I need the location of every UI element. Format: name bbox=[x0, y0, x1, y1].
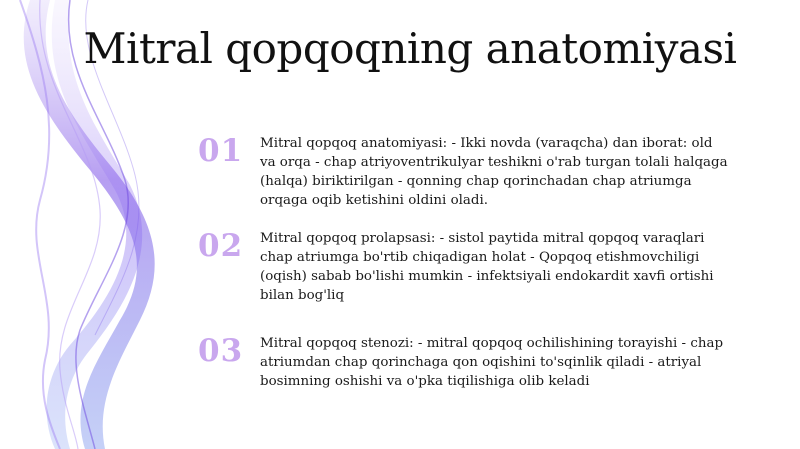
item-number: 03 bbox=[198, 333, 244, 369]
item-number: 02 bbox=[198, 228, 244, 264]
item-number: 01 bbox=[198, 133, 244, 169]
list-item bbox=[198, 134, 768, 214]
slide-title: Mitral qopqoqning anatomiyasi bbox=[83, 24, 737, 73]
item-text: Mitral qopqoq anatomiyasi: - Ikki novda (varaqcha) dan iborat: old va orqa - chap atriyoventrikulyar teshikni o'rab turgan tolali halqaga (halqa) biriktirilgan - qonning chap qorinchadan chap atriumga orqaga oqib ketishini oldini oladi. bbox=[260, 136, 728, 208]
item-text: Mitral qopqoq stenozi: - mitral qopqoq ochilishining torayishi - chap atriumdan chap qorinchaga qon oqishini to'sqinlik qiladi - atriyal bosimning oshishi va o'pka tiqilishiga olib keladi bbox=[260, 336, 724, 389]
list-item bbox=[198, 229, 768, 309]
item-text: Mitral qopqoq prolapsasi: - sistol paytida mitral qopqoq varaqlari chap atriumga bo'rtib chiqadigan holat - Qopqoq etishmovchiligi (oqish) sabab bo'lishi mumkin - infektsiyali endokardit xavfi ortishi bilan bog'liq bbox=[260, 231, 714, 303]
list-item bbox=[198, 334, 768, 414]
